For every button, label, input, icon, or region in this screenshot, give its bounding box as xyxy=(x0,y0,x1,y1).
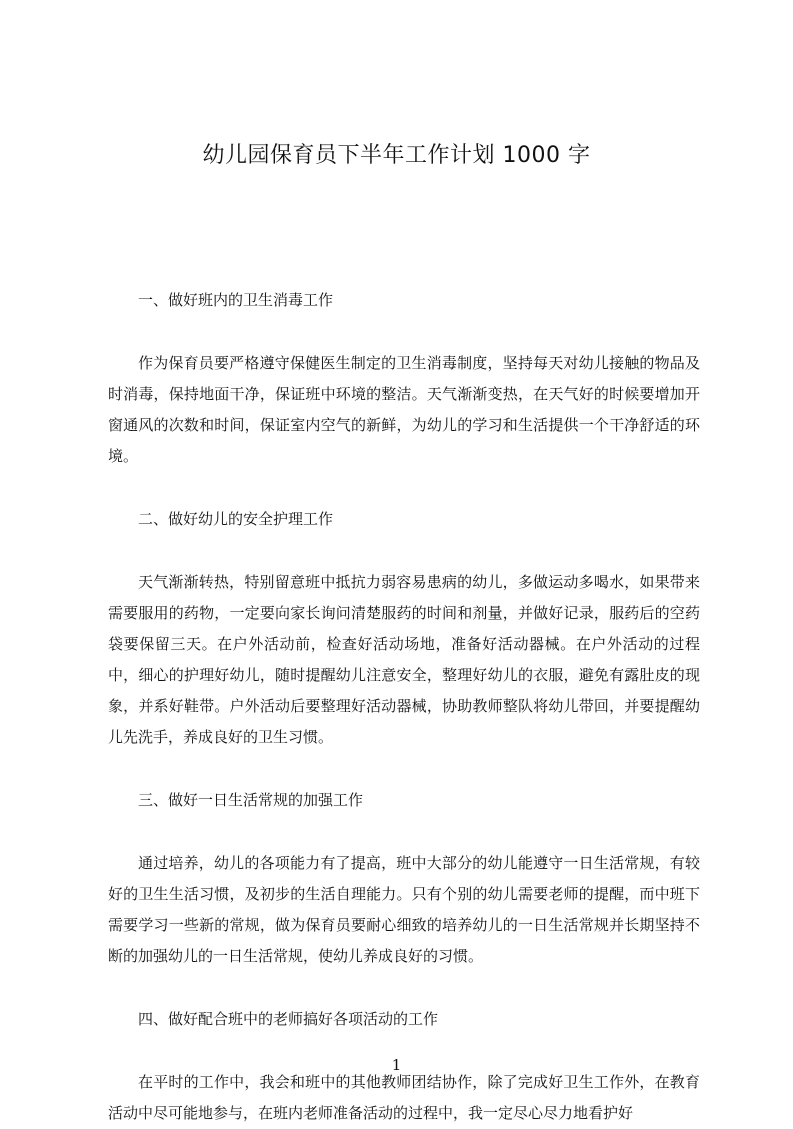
page-number: 1 xyxy=(391,1056,402,1074)
section-heading: 三、做好一日生活常规的加强工作 xyxy=(138,791,364,809)
section-paragraph: 作为保育员要严格遵守保健医生制定的卫生消毒制度，坚持每天对幼儿接触的物品及时消毒，保持地面干净，保证班中环境的整洁。天气渐渐变热，在天气好的时候要增加开窗通风的次数和时间，保证室内空气的新鲜，为幼儿的学习和生活提供一个干净舒适的环境。 xyxy=(108,354,700,465)
spacer xyxy=(108,535,700,567)
section-paragraph: 天气渐渐转热，特别留意班中抵抗力弱容易患病的幼儿，多做运动多喝水，如果带来需要服用的药物，一定要向家长询问清楚服药的时间和剂量，并做好记录，服药后的空药袋要保留三天。在户外活动前，检查好活动场地，准备好活动器械。在户外活动的过程中，细心的护理好幼儿，随时提醒幼儿注意安全，整理好幼儿的衣服，避免有露肚皮的现象，并系好鞋带。户外活动后要整理好活动器械，协助教师整队将幼儿带回，并要提醒幼儿先洗手，养成良好的卫生习惯。 xyxy=(108,573,700,746)
page-title: 幼儿园保育员下半年工作计划 1000 字 xyxy=(202,143,591,168)
spacer xyxy=(108,972,700,1004)
section-heading: 四、做好配合班中的老师搞好各项活动的工作 xyxy=(138,1010,439,1028)
section-paragraph: 通过培养，幼儿的各项能力有了提高，班中大部分的幼儿能遵守一日生活常规，有较好的卫生生活习惯，及初步的生活自理能力。只有个别的幼儿需要老师的提醒，而中班下需要学习一些新的常规，做为保育员要耐心细致的培养幼儿的一日生活常规并长期坚持不断的加强幼儿的一日生活常规，使幼儿养成良好的习惯。 xyxy=(108,854,700,965)
spacer xyxy=(108,753,700,785)
section-heading: 二、做好幼儿的安全护理工作 xyxy=(138,510,334,528)
section-heading: 一、做好班内的卫生消毒工作 xyxy=(138,291,334,309)
section-paragraph: 在平时的工作中，我会和班中的其他教师团结协作，除了完成好卫生工作外，在教育活动中尽可能地参与，在班内老师准备活动的过程中，我一定尽心尽力地看护好 xyxy=(108,1073,700,1122)
spacer xyxy=(108,816,700,848)
document-body xyxy=(108,285,700,1129)
spacer xyxy=(108,316,700,348)
spacer xyxy=(108,472,700,504)
